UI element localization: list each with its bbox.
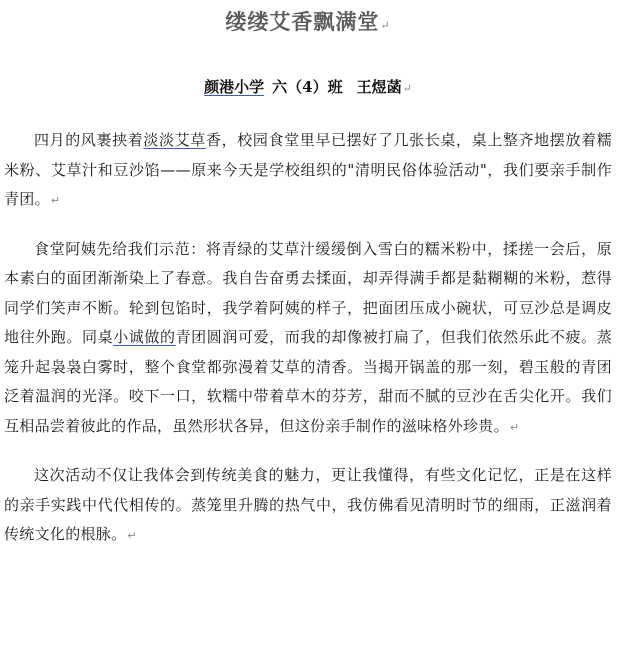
author-byline	[4, 74, 612, 100]
paragraph-1-text-end: 香，校园食堂里早已摆好了几张长桌，桌上整齐地摆放着糯米粉、艾草汁和豆沙馅——原来今天是学校组织的"清明民俗体验活动"，我们要亲手制作青团。	[4, 131, 613, 208]
paragraph-2-text-end: 青团圆润可爱，而我的却像被打扁了，但我们依然乐此不疲。蒸笼升起袅袅白雾时，整个食堂都弥漫着艾草的清香。当揭开锅盖的那一刻，碧玉般的青团泛着温润的光泽。咬下一口，软糯中带着草木的芬芳，甜而不腻的豆沙在舌尖化开。我们互相品尝着彼此的作品，虽然形状各异，但这份亲手制作的滋味格外珍贵。	[4, 328, 612, 435]
paragraph-1-underlined-text: 淡淡艾草	[143, 131, 206, 149]
paragraph-2	[4, 235, 612, 443]
class-name: 六（4）班	[272, 78, 343, 96]
paragraph-1-text-start: 四月的风裹挟着	[34, 131, 144, 149]
paragraph-1	[4, 126, 612, 216]
paragraph-mark-icon: ↵	[402, 82, 412, 95]
paragraph-2-underlined-text: 小诚做的	[113, 328, 176, 346]
author-name: 王煜菡	[356, 78, 402, 96]
paragraph-mark-icon: ↵	[380, 19, 391, 32]
paragraph-3-text: 这次活动不仅让我体会到传统美食的魅力，更让我懂得，有些文化记忆，正是在这样的亲手实践中代代相传的。蒸笼里升腾的热气中，我仿佛看见清明时节的细雨，正滋润着传统文化的根脉。	[4, 466, 612, 543]
paragraph-mark-icon: ↵	[50, 194, 61, 207]
paragraph-2-text-start: 食堂阿姨先给我们示范：将青绿的艾草汁缓缓倒入雪白的糯米粉中，揉搓一会后，原本素白的面团渐渐染上了春意。我自告奋勇去揉面，却弄得满手都是黏糊糊的米粉，惹得同学们笑声不断。轮到包馅时，我学着阿姨的样子，把面团压成小碗状，可豆沙总是调皮地往外跑。同桌	[4, 239, 612, 346]
paragraph-3	[4, 461, 612, 551]
document-title	[4, 8, 612, 36]
school-name: 颜港小学	[204, 78, 265, 96]
title-text: 缕缕艾香飘满堂	[225, 9, 380, 34]
paragraph-mark-icon: ↵	[127, 529, 137, 542]
paragraph-mark-icon: ↵	[509, 420, 520, 434]
